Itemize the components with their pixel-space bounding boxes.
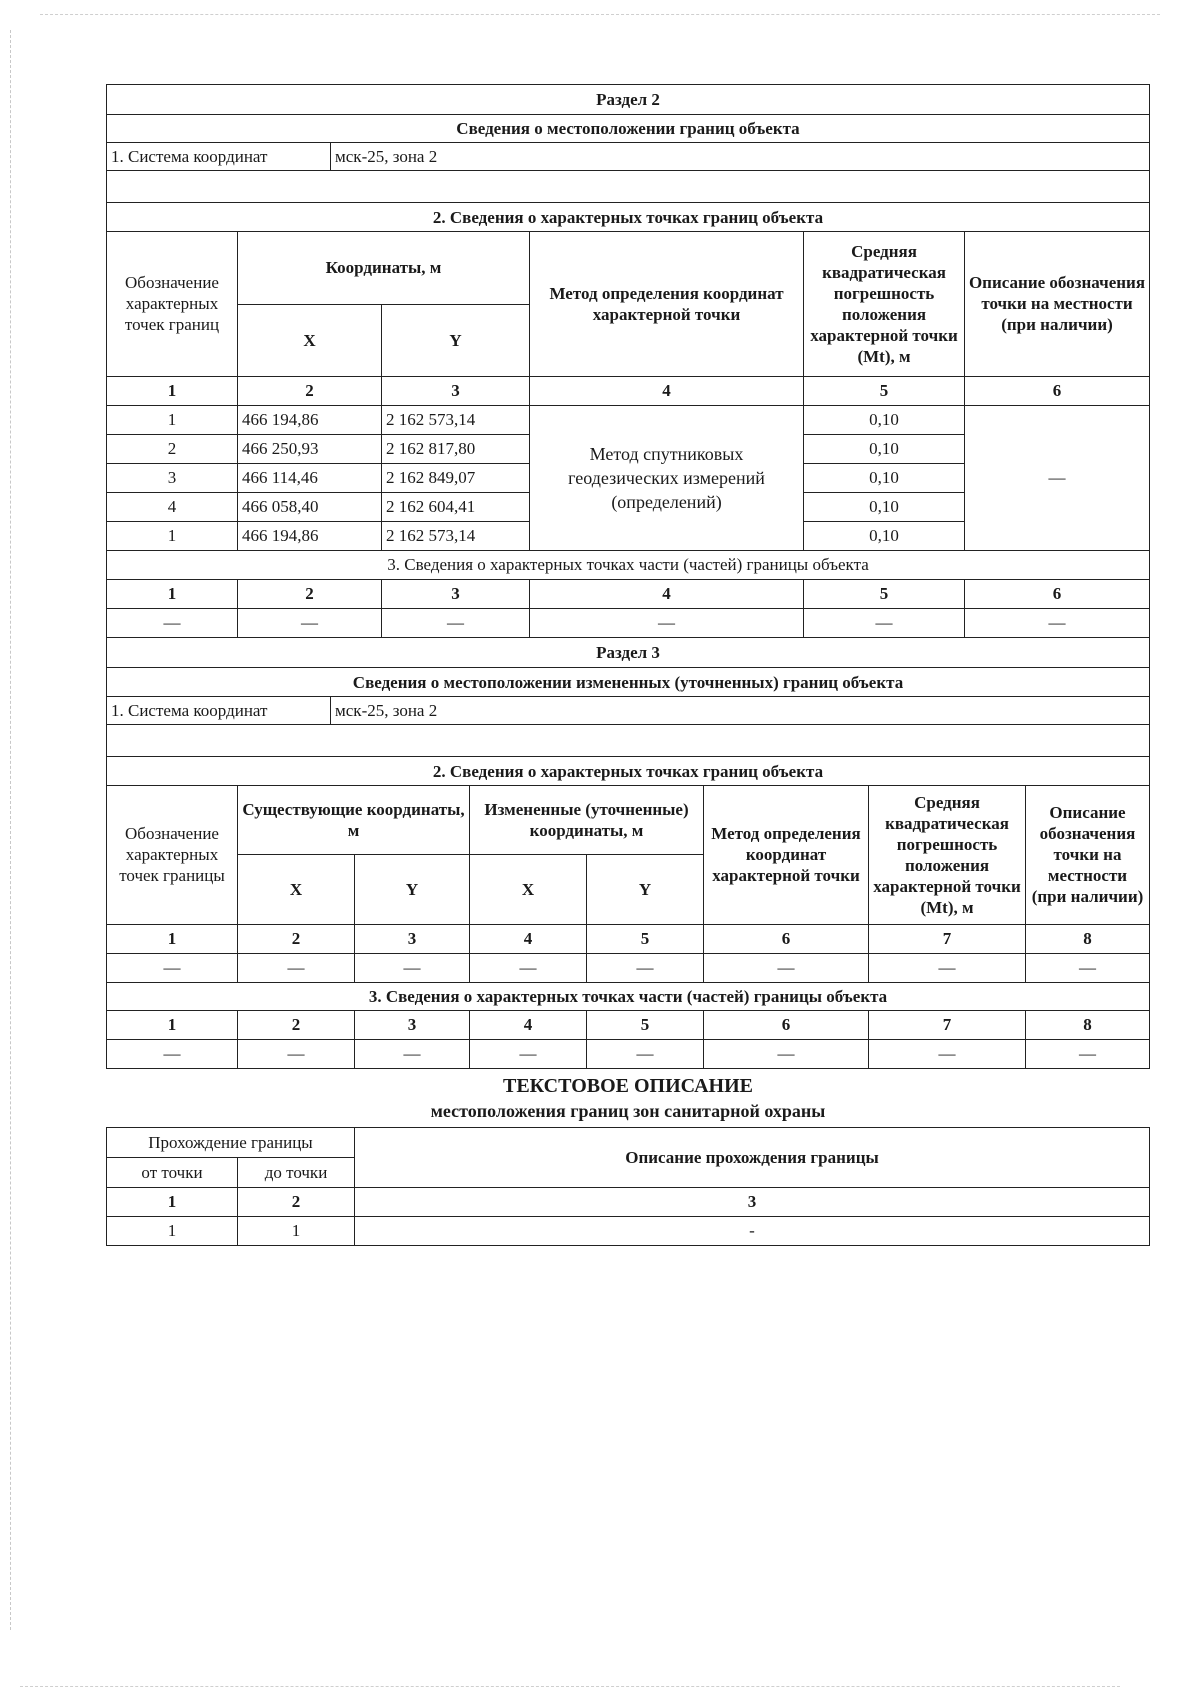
point-number: 1 xyxy=(107,405,238,434)
section2-header-table xyxy=(106,84,1150,232)
s2-part3-number: 2 xyxy=(238,579,382,608)
point-y: 2 162 604,41 xyxy=(382,492,530,521)
td-col-number: 2 xyxy=(238,1187,355,1216)
boundary-description-table xyxy=(106,1127,1150,1246)
s3-col-number: 2 xyxy=(238,924,355,953)
s2-part3-number: 4 xyxy=(530,579,804,608)
section3-points-table xyxy=(106,786,1150,1069)
section2-coord-label: 1. Система координат xyxy=(107,143,331,171)
s3-part3-number: 6 xyxy=(704,1010,869,1039)
point-y: 2 162 817,80 xyxy=(382,434,530,463)
table-row xyxy=(107,1216,1150,1245)
s2-part3-number: 6 xyxy=(965,579,1150,608)
point-x: 466 058,40 xyxy=(238,492,382,521)
s3-part3-number: 8 xyxy=(1026,1010,1150,1039)
s2-header-error: Средняя квадратическая погрешность положения характерной точки (Mt), м xyxy=(804,232,965,376)
description-header: Описание прохождения границы xyxy=(355,1127,1150,1187)
s2-part3-dash: — xyxy=(107,608,238,637)
s3-part3-number: 1 xyxy=(107,1010,238,1039)
scan-left-edge xyxy=(10,30,12,1630)
s3-col-number: 7 xyxy=(869,924,1026,953)
s2-header-y: Y xyxy=(382,304,530,376)
to-point: 1 xyxy=(238,1216,355,1245)
s3-dash: — xyxy=(869,953,1026,982)
scan-top-edge xyxy=(40,14,1160,16)
s3-part3-dash: — xyxy=(869,1039,1026,1068)
s3-header-error: Средняя квадратическая погрешность положения характерной точки (Mt), м xyxy=(869,786,1026,924)
to-point-header: до точки xyxy=(238,1157,355,1187)
from-point-header: от точки xyxy=(107,1157,238,1187)
section3-coord-label: 1. Система координат xyxy=(107,697,331,725)
s2-part3-number: 5 xyxy=(804,579,965,608)
s2-part3-dash: — xyxy=(382,608,530,637)
s3-header-changed: Измененные (уточненные) координаты, м xyxy=(470,786,704,854)
s2-col-number: 3 xyxy=(382,376,530,405)
point-mt: 0,10 xyxy=(804,463,965,492)
s2-part3-dash: — xyxy=(965,608,1150,637)
section3-subtitle: Сведения о местоположении измененных (уточненных) границ объекта xyxy=(107,668,1150,697)
section3-coord-value: мск-25, зона 2 xyxy=(331,697,1150,725)
s3-dash: — xyxy=(704,953,869,982)
s3-header-existing-x: X xyxy=(238,854,355,924)
s3-header-changed-y: Y xyxy=(587,854,704,924)
point-y: 2 162 849,07 xyxy=(382,463,530,492)
s3-part3-number: 3 xyxy=(355,1010,470,1039)
s3-col-number: 6 xyxy=(704,924,869,953)
s3-part3-dash: — xyxy=(107,1039,238,1068)
s3-col-number: 3 xyxy=(355,924,470,953)
s2-col-number: 6 xyxy=(965,376,1150,405)
point-number: 2 xyxy=(107,434,238,463)
s2-header-method: Метод определения координат характерной точки xyxy=(530,232,804,376)
point-mt: 0,10 xyxy=(804,521,965,550)
point-mt: 0,10 xyxy=(804,492,965,521)
s3-part3-dash: — xyxy=(470,1039,587,1068)
point-y: 2 162 573,14 xyxy=(382,405,530,434)
section2-subtitle: Сведения о местоположении границ объекта xyxy=(107,115,1150,143)
s2-header-x: X xyxy=(238,304,382,376)
section2-coord-value: мск-25, зона 2 xyxy=(331,143,1150,171)
s3-dash: — xyxy=(238,953,355,982)
s3-part3-number: 4 xyxy=(470,1010,587,1039)
s2-header-designation: Обозначение характерных точек границ xyxy=(107,232,238,376)
section3-header-table xyxy=(106,638,1150,787)
s2-col-number: 2 xyxy=(238,376,382,405)
point-x: 466 194,86 xyxy=(238,521,382,550)
s2-part3-title: 3. Сведения о характерных точках части (частей) границы объекта xyxy=(107,550,1150,579)
s2-col-number: 1 xyxy=(107,376,238,405)
s3-header-changed-x: X xyxy=(470,854,587,924)
scan-bottom-edge xyxy=(20,1686,1120,1688)
s3-part3-dash: — xyxy=(355,1039,470,1068)
s3-header-existing: Существующие координаты, м xyxy=(238,786,470,854)
s3-part3-dash: — xyxy=(587,1039,704,1068)
s3-part3-dash: — xyxy=(238,1039,355,1068)
td-col-number: 3 xyxy=(355,1187,1150,1216)
td-col-number: 1 xyxy=(107,1187,238,1216)
section2-part2-title: 2. Сведения о характерных точках границ объекта xyxy=(107,203,1150,232)
description-value: — xyxy=(965,405,1150,550)
s3-part3-dash: — xyxy=(1026,1039,1150,1068)
point-x: 466 194,86 xyxy=(238,405,382,434)
text-description-heading xyxy=(106,1073,1150,1123)
s2-part3-number: 1 xyxy=(107,579,238,608)
passage-description: - xyxy=(355,1216,1150,1245)
text-description-title: ТЕКСТОВОЕ ОПИСАНИЕ xyxy=(502,1074,753,1097)
s3-col-number: 5 xyxy=(587,924,704,953)
section2-title: Раздел 2 xyxy=(107,85,1150,115)
section2-points-table xyxy=(106,232,1150,638)
section3-title: Раздел 3 xyxy=(107,638,1150,668)
s2-header-description: Описание обозначения точки на местности (при наличии) xyxy=(965,232,1150,376)
s3-dash: — xyxy=(355,953,470,982)
point-y: 2 162 573,14 xyxy=(382,521,530,550)
s3-header-method: Метод определения координат характерной точки xyxy=(704,786,869,924)
point-mt: 0,10 xyxy=(804,405,965,434)
point-mt: 0,10 xyxy=(804,434,965,463)
s3-header-existing-y: Y xyxy=(355,854,470,924)
method-value: Метод спутниковых геодезических измерений (определений) xyxy=(530,405,804,550)
table-row xyxy=(107,405,1150,434)
point-x: 466 250,93 xyxy=(238,434,382,463)
s3-header-designation: Обозначение характерных точек границы xyxy=(107,786,238,924)
text-description-subtitle: местоположения границ зон санитарной охраны xyxy=(430,1100,826,1121)
section2-spacer xyxy=(107,171,1150,203)
point-number: 4 xyxy=(107,492,238,521)
s3-part3-dash: — xyxy=(704,1039,869,1068)
s3-dash: — xyxy=(587,953,704,982)
s2-col-number: 4 xyxy=(530,376,804,405)
section3-part2-title: 2. Сведения о характерных точках границ объекта xyxy=(107,757,1150,786)
s3-dash: — xyxy=(107,953,238,982)
s2-part3-dash: — xyxy=(238,608,382,637)
s2-header-coords: Координаты, м xyxy=(238,232,530,304)
s3-header-description: Описание обозначения точки на местности (при наличии) xyxy=(1026,786,1150,924)
s3-col-number: 4 xyxy=(470,924,587,953)
passage-header: Прохождение границы xyxy=(107,1127,355,1157)
s3-col-number: 8 xyxy=(1026,924,1150,953)
document-page xyxy=(106,84,1150,1246)
s2-part3-number: 3 xyxy=(382,579,530,608)
s3-col-number: 1 xyxy=(107,924,238,953)
s2-col-number: 5 xyxy=(804,376,965,405)
s2-part3-dash: — xyxy=(530,608,804,637)
point-number: 3 xyxy=(107,463,238,492)
point-number: 1 xyxy=(107,521,238,550)
s3-part3-number: 7 xyxy=(869,1010,1026,1039)
s3-dash: — xyxy=(470,953,587,982)
section3-spacer xyxy=(107,725,1150,757)
s3-part3-number: 2 xyxy=(238,1010,355,1039)
s3-dash: — xyxy=(1026,953,1150,982)
s2-part3-dash: — xyxy=(804,608,965,637)
s3-part3-title: 3. Сведения о характерных точках части (частей) границы объекта xyxy=(107,982,1150,1010)
s3-part3-number: 5 xyxy=(587,1010,704,1039)
point-x: 466 114,46 xyxy=(238,463,382,492)
from-point: 1 xyxy=(107,1216,238,1245)
